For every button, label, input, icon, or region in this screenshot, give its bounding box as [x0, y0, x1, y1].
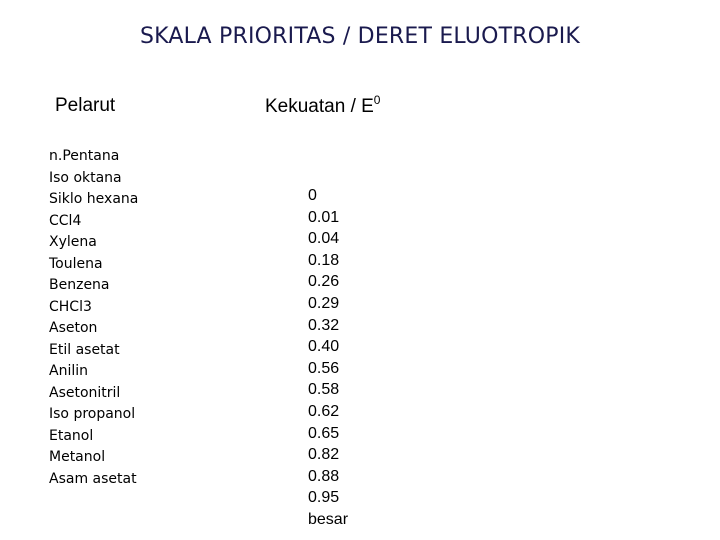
- page-title: SKALA PRIORITAS / DERET ELUOTROPIK: [139, 24, 581, 49]
- solvent-item: Xylena: [49, 234, 97, 250]
- strength-value-list: [308, 185, 348, 531]
- strength-value: 0.29: [308, 294, 340, 312]
- strength-value: 0.88: [308, 467, 340, 485]
- solvent-item: CHCl3: [49, 298, 92, 315]
- solvent-item: Asetonitril: [49, 384, 121, 401]
- strength-value: 0.95: [308, 489, 340, 507]
- strength-value: 0.58: [308, 381, 340, 399]
- strength-value: 0.40: [308, 338, 340, 356]
- solvent-item: Aseton: [49, 320, 98, 336]
- solvent-item: Siklo hexana: [49, 191, 139, 207]
- strength-value: 0.65: [308, 424, 340, 442]
- solvent-item: Iso propanol: [49, 406, 136, 422]
- solvent-item: Etanol: [49, 427, 94, 444]
- strength-value: 0: [308, 187, 317, 204]
- strength-column-header: [265, 93, 380, 118]
- solvent-header-label: Pelarut: [55, 95, 116, 116]
- solvent-item: Metanol: [49, 449, 106, 465]
- strength-value: 0.32: [308, 316, 340, 334]
- solvent-item: Toulena: [49, 255, 103, 272]
- strength-value: 0.26: [308, 273, 340, 291]
- solvent-item: Benzena: [49, 277, 110, 293]
- solvent-item: Iso oktana: [49, 169, 122, 186]
- strength-value: 0.56: [308, 359, 340, 377]
- strength-header-label: Kekuatan / E: [265, 96, 374, 117]
- strength-value: 0.62: [308, 402, 340, 420]
- strength-value: 0.82: [308, 446, 340, 464]
- strength-header-superscript: 0: [373, 93, 381, 107]
- solvent-item: Anilin: [49, 363, 88, 379]
- solvent-column-header: [55, 95, 115, 117]
- strength-value: 0.01: [308, 208, 340, 226]
- strength-value: 0.04: [308, 230, 340, 248]
- solvent-item: CCl4: [49, 212, 82, 229]
- strength-value: 0.18: [308, 251, 340, 269]
- solvent-item: Etil asetat: [49, 341, 120, 358]
- solvent-list: [49, 146, 138, 490]
- solvent-item: Asam asetat: [49, 470, 137, 487]
- strength-value: besar: [308, 510, 349, 528]
- solvent-item: n.Pentana: [49, 148, 120, 164]
